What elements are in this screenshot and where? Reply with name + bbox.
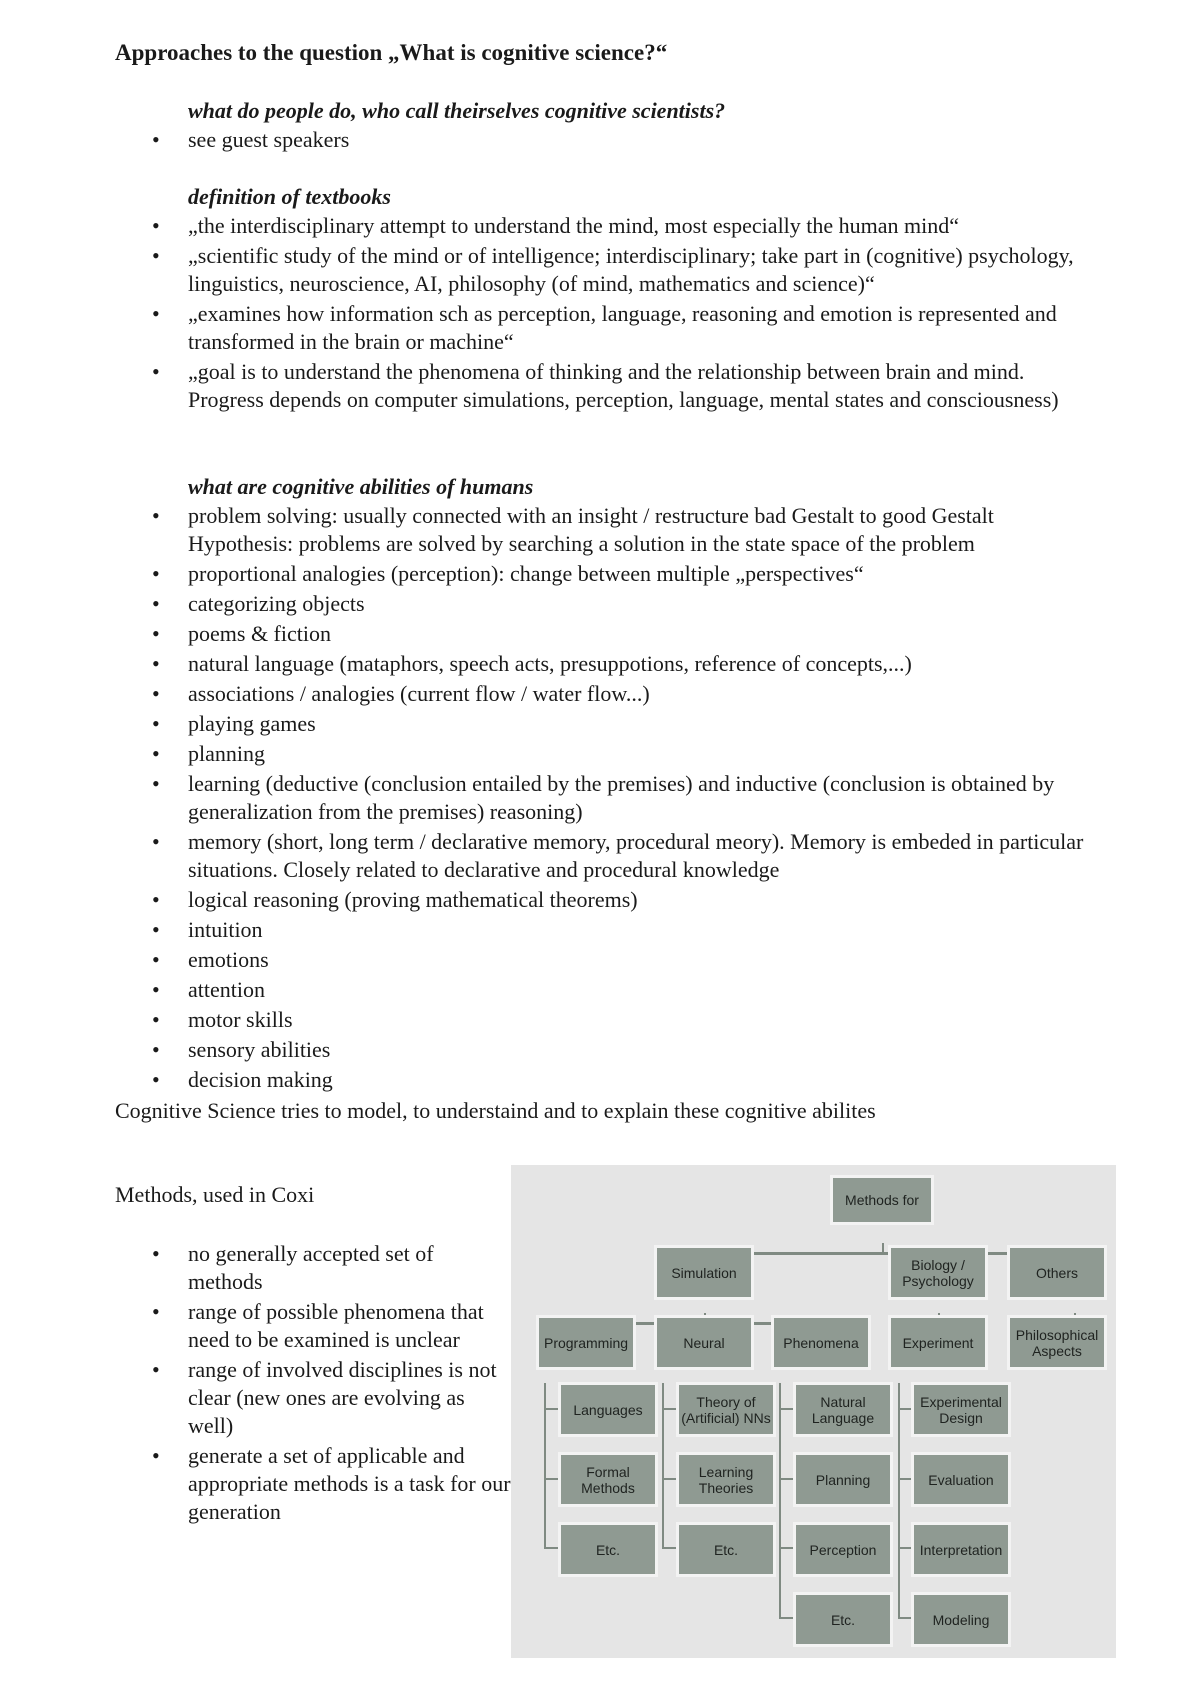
list-item: • range of possible phenomena that need to be examined is unclear [152,1298,512,1354]
list-item: • intuition [152,916,1102,944]
node-neural-etc: Etc. [676,1522,776,1577]
list-item: • proportional analogies (perception): change between multiple „perspectives“ [152,560,1102,588]
list-item: • decision making [152,1066,1102,1094]
list-item: • „examines how information sch as perception, language, reasoning and emotion is represented and transformed in the brain or machine“ [152,300,1092,356]
list-item: • generate a set of applicable and appropriate methods is a task for our generation [152,1442,512,1526]
node-phenomena-etc: Etc. [793,1592,893,1647]
node-neural: Neural [654,1315,754,1370]
list-item: • „scientific study of the mind or of intelligence; interdisciplinary; take part in (cognitive) psychology, linguistics, neuroscience, AI, philosophy (of mind, mathematics and science)“ [152,242,1092,298]
node-experimental-design: Experimental Design [911,1382,1011,1437]
list-item: • attention [152,976,1102,1004]
node-philosophical-aspects: Philosophical Aspects [1007,1315,1107,1370]
list-item: • emotions [152,946,1102,974]
list-item: • problem solving: usually connected with an insight / restructure bad Gestalt to good Gestalt Hypothesis: problems are solved by searching a solution in the state space of the problem [152,502,1102,558]
node-simulation: Simulation [654,1245,754,1300]
node-languages: Languages [558,1382,658,1437]
node-methods-for: Methods for [830,1175,934,1225]
node-modeling: Modeling [911,1592,1011,1647]
node-evaluation: Evaluation [911,1452,1011,1507]
people-list [152,126,1102,156]
node-phenomena: Phenomena [771,1315,871,1370]
methods-list [152,1240,512,1528]
section-heading-people: what do people do, who call theirselves cognitive scientists? [188,98,726,123]
abilities-summary: Cognitive Science tries to model, to understaind and to explain these cognitive abilites [115,1098,876,1123]
abilities-list [152,502,1102,1096]
list-item: • categorizing objects [152,590,1102,618]
methods-diagram [511,1165,1116,1658]
list-item: • poems & fiction [152,620,1102,648]
node-perception: Perception [793,1522,893,1577]
list-item: • „goal is to understand the phenomena of thinking and the relationship between brain and mind. Progress depends on computer simulations, perception, language, mental states and consciousness) [152,358,1092,414]
list-item: • see guest speakers [152,126,1102,154]
list-item: • motor skills [152,1006,1102,1034]
list-item: • no generally accepted set of methods [152,1240,512,1296]
node-experiment: Experiment [888,1315,988,1370]
node-programming-etc: Etc. [558,1522,658,1577]
definition-list [152,212,1092,416]
node-natural-language: Natural Language [793,1382,893,1437]
page-title: Approaches to the question „What is cognitive science?“ [115,40,668,65]
connector-line [898,1383,900,1618]
section-heading-abilities: what are cognitive abilities of humans [188,474,534,499]
list-item: • logical reasoning (proving mathematical theorems) [152,886,1102,914]
list-item: • playing games [152,710,1102,738]
list-item: • „the interdisciplinary attempt to understand the mind, most especially the human mind“ [152,212,1092,240]
list-item: • range of involved disciplines is not clear (new ones are evolving as well) [152,1356,512,1440]
list-item: • associations / analogies (current flow / water flow...) [152,680,1102,708]
node-planning: Planning [793,1452,893,1507]
node-theory-nns: Theory of (Artificial) NNs [676,1382,776,1437]
node-others: Others [1007,1245,1107,1300]
connector-line [779,1383,781,1618]
methods-heading: Methods, used in Coxi [115,1182,315,1207]
list-item: • memory (short, long term / declarative memory, procedural meory). Memory is embeded in particular situations. Closely related to declarative and procedural knowledge [152,828,1102,884]
list-item: • sensory abilities [152,1036,1102,1064]
node-learning-theories: Learning Theories [676,1452,776,1507]
node-interpretation: Interpretation [911,1522,1011,1577]
list-item: • natural language (mataphors, speech acts, presuppotions, reference of concepts,...) [152,650,1102,678]
section-heading-definition: definition of textbooks [188,184,391,209]
node-biology-psychology: Biology / Psychology [888,1245,988,1300]
list-item: • learning (deductive (conclusion entailed by the premises) and inductive (conclusion is obtained by generalization from the premises) reasoning) [152,770,1102,826]
list-item: • planning [152,740,1102,768]
node-formal-methods: Formal Methods [558,1452,658,1507]
node-programming: Programming [536,1315,636,1370]
